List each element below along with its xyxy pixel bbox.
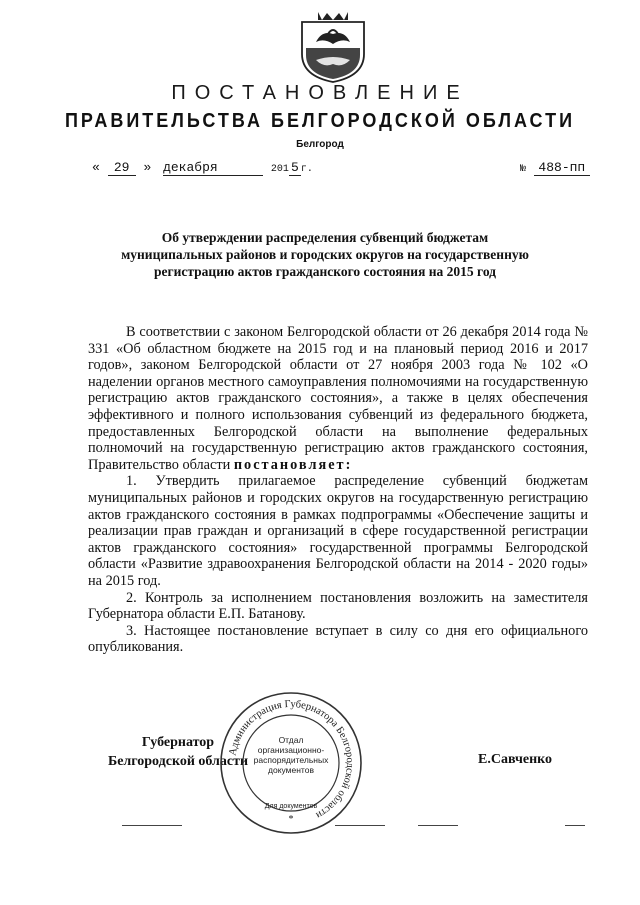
item-3-paragraph: 3. Настоящее постановление вступает в силу со дня его официального опубликования. [88, 622, 588, 656]
stamp-star-icon: * [288, 814, 294, 825]
document-title: Об утверждении распределения субвенций бюджетам муниципальных районов и городских округов на государственную регистрацию актов гражданского состояния на 2015 год [121, 230, 529, 279]
stamp-bottom-text: Для документов [264, 803, 318, 810]
item-1-paragraph: 1. Утвердить прилагаемое распределение субвенций бюджетам муниципальных районов и городских округов на государственную регистрацию актов гражданского состояния в рамках подпрограммы «Обеспечение защиты и реализации прав граждан и организаций в сфере государственной регистрации актов гражданского состояния» государственной программы Белгородской области «Развитие здравоохранения Белгородской области на 2014 - 2020 годы» на 2015 год. [88, 473, 588, 589]
document-number [520, 160, 590, 176]
document-type: ПОСТАНОВЛЕНИЕ [171, 82, 469, 104]
date-year-prefix: 201 [270, 164, 289, 175]
signatory-name: Е.Савченко [478, 752, 553, 767]
resolves-word: постановляет: [233, 456, 353, 473]
item-2-paragraph: 2. Контроль за исполнением постановления возложить на заместителя Губернатора области Е.П. Батанову. [88, 589, 588, 623]
stamp-ring-text: Администрация Губернатора Белгородской области [227, 698, 356, 821]
footer-rule [418, 825, 458, 826]
preamble-paragraph [88, 324, 588, 473]
date-day: 29 [108, 160, 136, 176]
date-year-suffix: 5 [289, 160, 301, 176]
position-line-2: Белгородской области [107, 754, 249, 769]
number-value: 488-пп [534, 160, 590, 176]
footer-rule [335, 825, 385, 826]
date-month: декабря [163, 160, 263, 176]
document-body [88, 324, 588, 656]
coat-of-arms-icon [298, 8, 368, 84]
issuing-authority: ПРАВИТЕЛЬСТВА БЕЛГОРОДСКОЙ ОБЛАСТИ [64, 108, 576, 132]
date-close-quote: » [143, 160, 152, 175]
date-year-mark: г. [300, 164, 313, 175]
number-label: № [520, 164, 527, 175]
preamble-text: В соответствии с законом Белгородской области от 26 декабря 2014 года № 331 «Об областном бюджете на 2015 год и на плановый период 2016 и 2017 годов», законом Белгородской области от 27 ноября 2003 года № 102 «О наделении органов местного самоуправления полномочиями на государственную регистрацию актов гражданского состояния», а также в целях обеспечения эффективного и полного использования субвенций из федерального бюджета, предоставленных Белгородской области на выполнение федеральных полномочий на государственную регистрацию актов гражданского состояния, Правительство области [88, 324, 588, 473]
footer-rule [122, 825, 182, 826]
date-open-quote: « [92, 160, 100, 175]
footer-rule [565, 825, 585, 826]
official-stamp [218, 690, 364, 836]
document-date [92, 160, 313, 176]
stamp-center-text: Отдал организационно-распорядительных документов [253, 735, 329, 775]
position-line-1: Губернатор [141, 735, 215, 750]
city: Белгород [296, 139, 344, 150]
